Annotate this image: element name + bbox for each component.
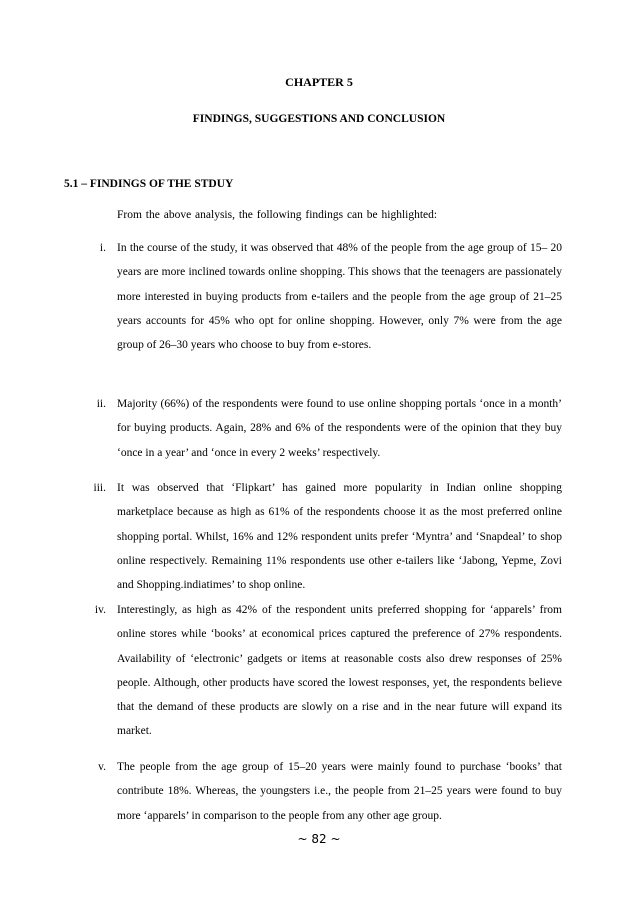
section-title: 5.1 – FINDINGS OF THE STDUY [64,178,234,190]
finding-number: iv. [94,604,106,616]
finding-number: iii. [93,482,106,494]
chapter-title: FINDINGS, SUGGESTIONS AND CONCLUSION [192,113,446,125]
section-intro: From the above analysis, the following findings can be highlighted: [117,209,438,221]
page-number: ~ 82 ~ [297,832,341,846]
finding-number: ii. [96,398,106,410]
finding-text: Majority (66%) of the respondents were found to use online shopping portals ‘once in a month’ for buying products. Again, 28% and 6% of the respondents were of the opinion that they buy ‘once in a year’ and ‘once in every 2 weeks’ respectively. [117,398,562,459]
finding-text: Interestingly, as high as 42% of the respondent units preferred shopping for ‘apparels’ from online stores while ‘books’ at economical prices captured the preference of 27% respondents. Availability of ‘electronic’ gadgets or items at reasonable costs also drew responses of 25% people. Although, other products have scored the lowest responses, yet, the respondents believe that the demand of these products are slowly on a rise and in the near future will expand its market. [117,604,562,738]
finding-number: v. [98,761,106,773]
finding-text: The people from the age group of 15–20 years were mainly found to purchase ‘books’ that contribute 18%. Whereas, the youngsters i.e., the people from 21–25 years were found to buy more ‘apparels’ in comparison to the people from any other age group. [117,761,562,822]
finding-number: i. [99,242,106,254]
finding-text: In the course of the study, it was observed that 48% of the people from the age group of 15– 20 years are more inclined towards online shopping. This shows that the teenagers are passionately more interested in buying products from e-tailers and the people from the age group of 21–25 years accounts for 45% who opt for online shopping. However, only 7% were from the age group of 26–30 years who choose to buy from e-stores. [117,242,562,352]
chapter-heading: CHAPTER 5 [285,75,353,89]
finding-text: It was observed that ‘Flipkart’ has gained more popularity in Indian online shopping marketplace because as high as 61% of the respondents choose it as the most preferred online shopping portal. Whilst, 16% and 12% respondent units prefer ‘Myntra’ and ‘Snapdeal’ to shop online respectively. Remaining 11% respondents use other e-tailers like ‘Jabong, Yepme, Zovi and Shopping.indiatimes’ to shop online. [117,482,562,592]
